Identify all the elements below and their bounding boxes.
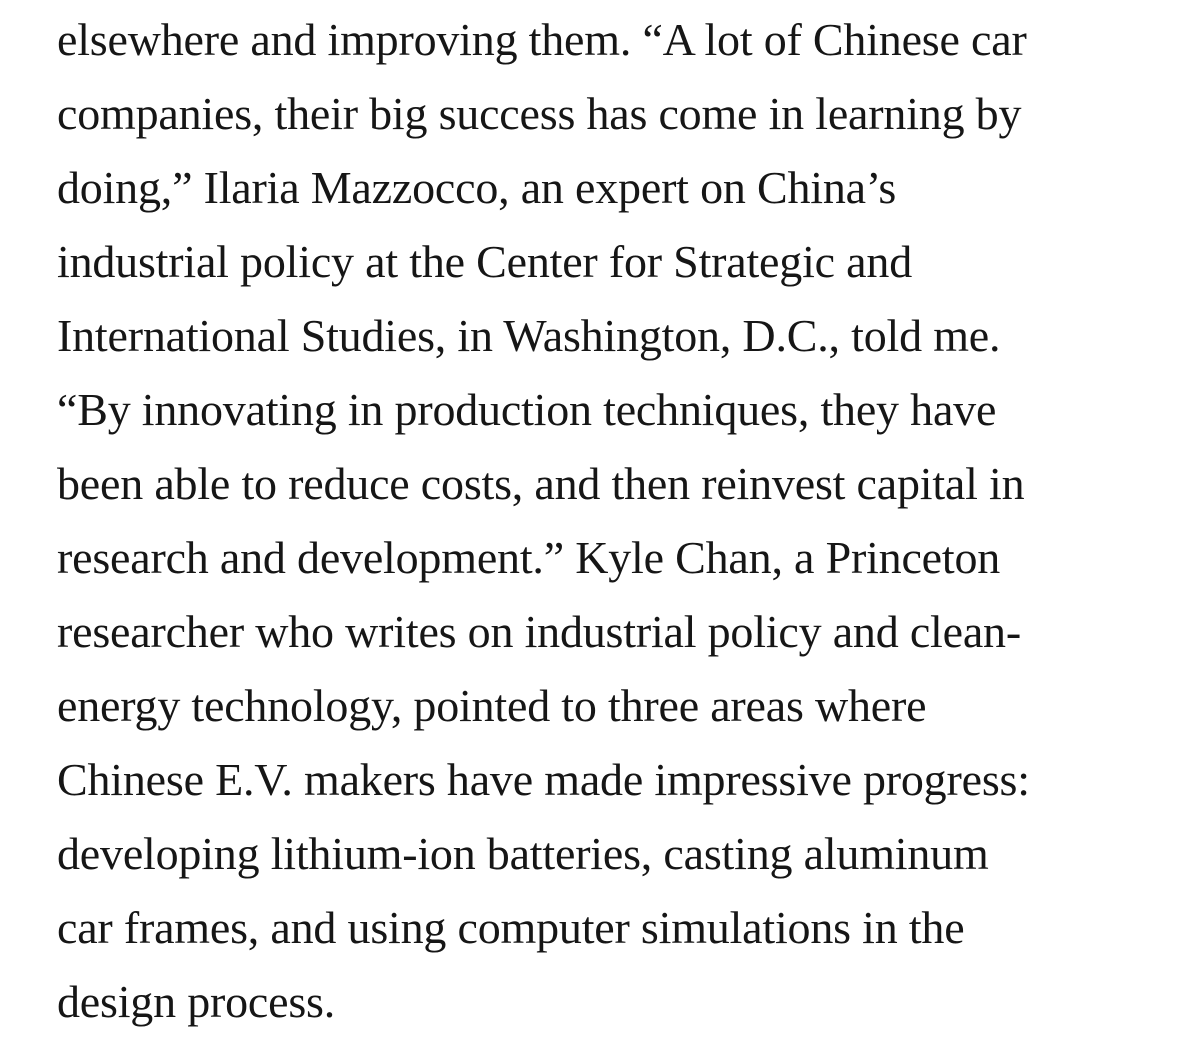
text-line: developing lithium-ion batteries, casting aluminum bbox=[57, 828, 989, 879]
text-line: industrial policy at the Center for Strategic and bbox=[57, 236, 912, 287]
text-line: “By innovating in production techniques, they have bbox=[57, 384, 997, 435]
text-line: research and development.” Kyle Chan, a Princeton bbox=[57, 532, 1001, 583]
article-paragraph bbox=[57, 0, 1177, 1039]
text-line: companies, their big success has come in learning by bbox=[57, 88, 1022, 139]
text-line: energy technology, pointed to three areas where bbox=[57, 680, 927, 731]
text-line: car frames, and using computer simulations in the bbox=[57, 902, 965, 953]
text-line: design process. bbox=[57, 976, 336, 1027]
text-line: International Studies, in Washington, D.C., told me. bbox=[57, 310, 1001, 361]
text-line: been able to reduce costs, and then reinvest capital in bbox=[57, 458, 1025, 509]
text-line: doing,” Ilaria Mazzocco, an expert on China’s bbox=[57, 162, 897, 213]
text-line: researcher who writes on industrial policy and clean- bbox=[57, 606, 1021, 657]
text-line: Chinese E.V. makers have made impressive progress: bbox=[57, 754, 1030, 805]
text-line: elsewhere and improving them. “A lot of Chinese car bbox=[57, 14, 1027, 65]
